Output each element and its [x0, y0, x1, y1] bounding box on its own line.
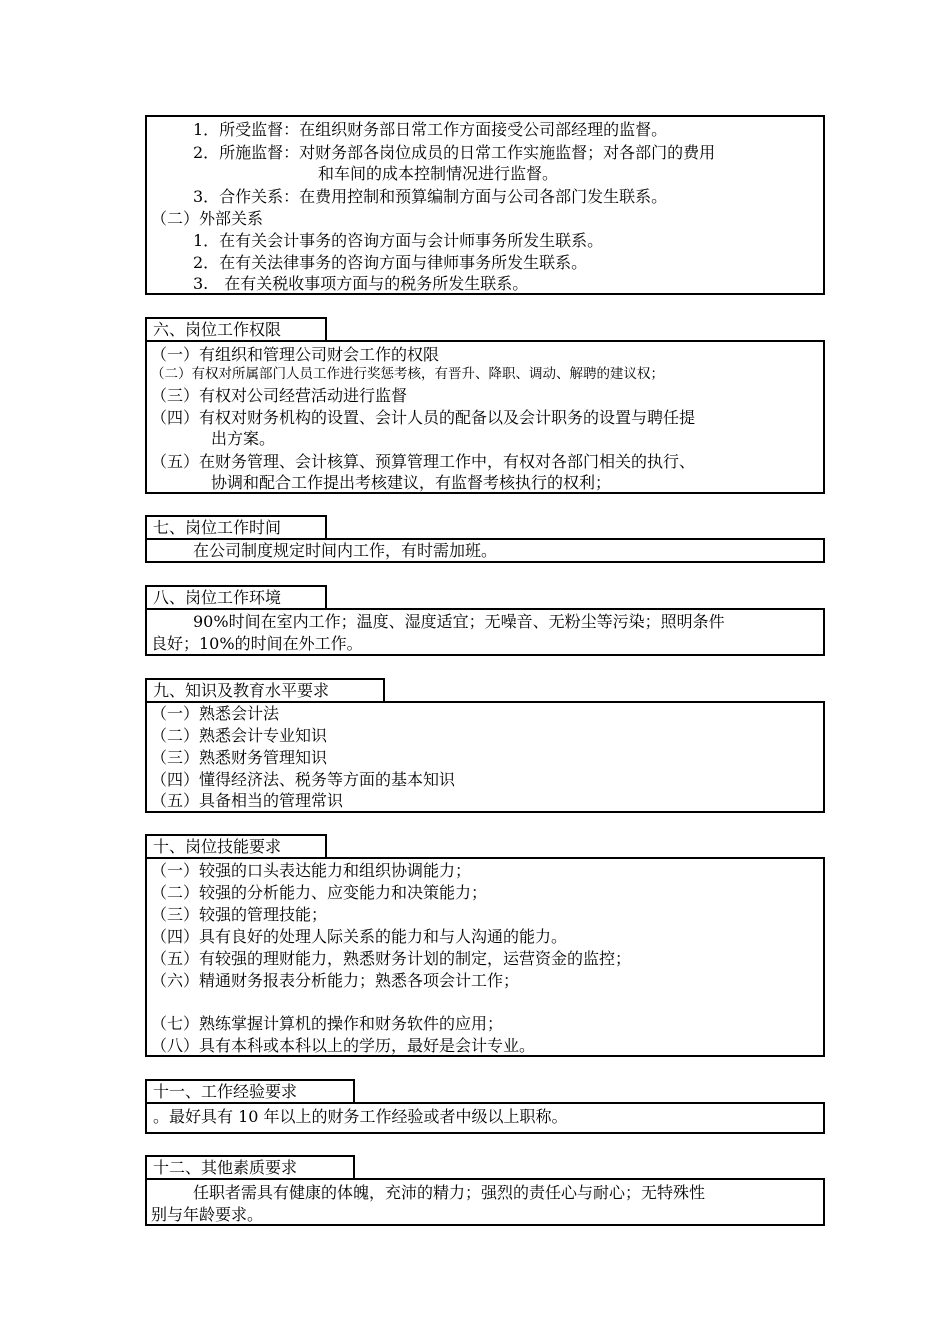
list-item: （一）熟悉会计法	[151, 704, 280, 723]
text-line: 2．在有关法律事务的咨询方面与律师事务所发生联系。	[193, 253, 588, 272]
section-11-title: 十一、工作经验要求	[145, 1079, 355, 1103]
subheading: （二）外部关系	[151, 209, 264, 228]
list-item: （八）具有本科或本科以上的学历，最好是会计专业。	[151, 1036, 536, 1055]
list-item: （五）具备相当的管理常识	[151, 791, 344, 810]
list-item: （一）较强的口头表达能力和组织协调能力；	[151, 861, 472, 880]
list-item: （二）熟悉会计专业知识	[151, 726, 328, 745]
list-item: （二）有权对所属部门人员工作进行奖惩考核，有晋升、降职、调动、解聘的建议权；	[151, 366, 664, 382]
text-line: 1．在有关会计事务的咨询方面与会计师事务所发生联系。	[193, 231, 604, 250]
section-9-title: 九、知识及教育水平要求	[145, 678, 385, 702]
list-item: （六）精通财务报表分析能力；熟悉各项会计工作；	[151, 971, 520, 990]
list-item: （四）懂得经济法、税务等方面的基本知识	[151, 770, 456, 789]
section-7-title: 七、岗位工作时间	[145, 515, 327, 539]
section-10-title: 十、岗位技能要求	[145, 834, 327, 858]
text-line: 别与年龄要求。	[151, 1205, 264, 1224]
list-item: （五）有较强的理财能力，熟悉财务计划的制定，运营资金的监控；	[151, 949, 632, 968]
text-line: 。最好具有 10 年以上的财务工作经验或者中级以上职称。	[153, 1107, 568, 1126]
list-item: （七）熟练掌握计算机的操作和财务软件的应用；	[151, 1014, 504, 1033]
list-item: （一）有组织和管理公司财会工作的权限	[151, 345, 440, 364]
list-item: （三）有权对公司经营活动进行监督	[151, 386, 408, 405]
text-line: 和车间的成本控制情况进行监督。	[318, 164, 559, 183]
list-item: （二）较强的分析能力、应变能力和决策能力；	[151, 883, 488, 902]
text-line: 任职者需具有健康的体魄，充沛的精力；强烈的责任心与耐心；无特殊性	[193, 1183, 706, 1202]
list-item: （四）具有良好的处理人际关系的能力和与人沟通的能力。	[151, 927, 568, 946]
list-item-cont: 协调和配合工作提出考核建议，有监督考核执行的权利；	[211, 473, 612, 492]
text-line: 3. 在有关税收事项方面与的税务所发生联系。	[193, 274, 529, 293]
text-line: 1．所受监督：在组织财务部日常工作方面接受公司部经理的监督。	[193, 120, 668, 139]
text-line: 2．所施监督：对财务部各岗位成员的日常工作实施监督；对各部门的费用	[193, 143, 716, 162]
list-item: （四）有权对财务机构的设置、会计人员的配备以及会计职务的设置与聘任提	[151, 408, 696, 427]
list-item-cont: 出方案。	[211, 429, 276, 448]
text-line: 良好；10%的时间在外工作。	[151, 634, 363, 653]
section-8-title: 八、岗位工作环境	[145, 585, 327, 609]
text-line: 3．合作关系：在费用控制和预算编制方面与公司各部门发生联系。	[193, 187, 668, 206]
list-item: （三）较强的管理技能；	[151, 905, 328, 924]
section-12-title: 十二、其他素质要求	[145, 1155, 355, 1179]
text-line: 在公司制度规定时间内工作，有时需加班。	[193, 541, 498, 560]
list-item: （五）在财务管理、会计核算、预算管理工作中，有权对各部门相关的执行、	[151, 452, 696, 471]
section-6-title: 六、岗位工作权限	[145, 317, 327, 341]
text-line: 90%时间在室内工作；温度、湿度适宜；无噪音、无粉尘等污染；照明条件	[193, 612, 725, 631]
list-item: （三）熟悉财务管理知识	[151, 748, 328, 767]
